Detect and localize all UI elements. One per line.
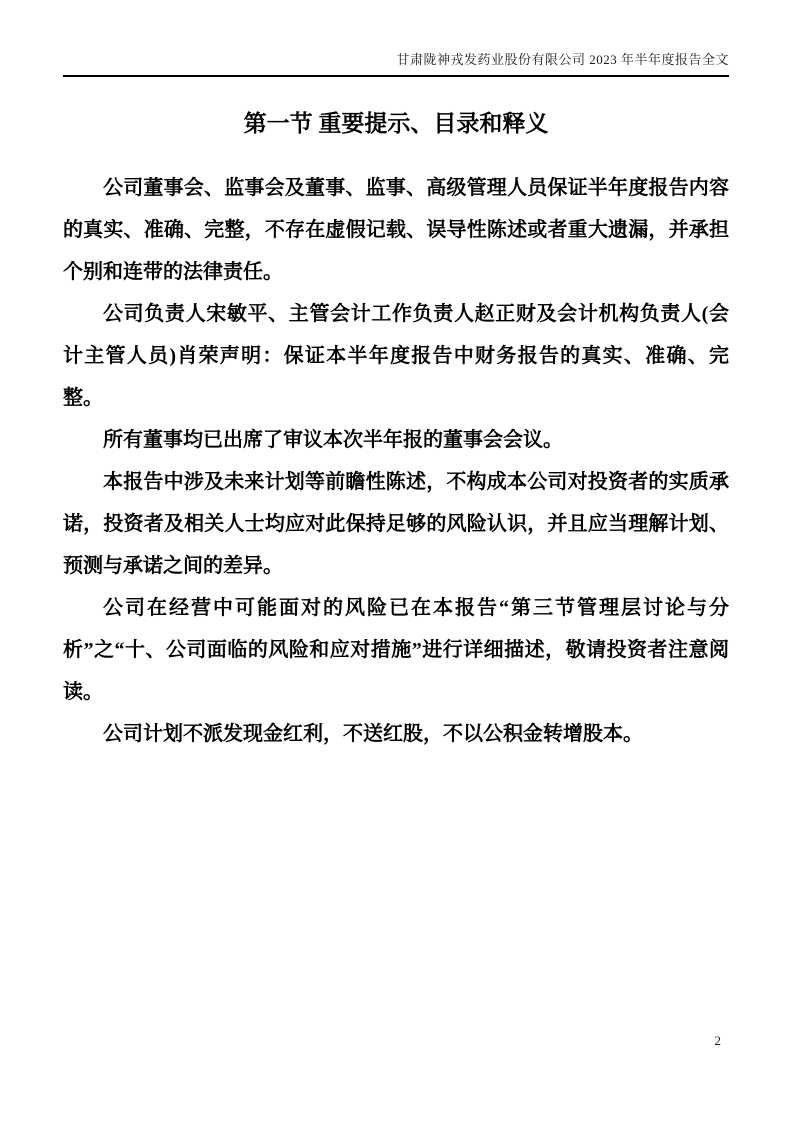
running-header: [63, 52, 729, 77]
paragraph-dividend-plan: 公司计划不派发现金红利，不送红股，不以公积金转增股本。: [103, 723, 643, 745]
running-header-text: 甘肃陇神戎发药业股份有限公司 2023 年半年度报告全文: [396, 52, 729, 67]
section-title: 第一节 重要提示、目录和释义: [243, 111, 549, 136]
section-content: [63, 167, 729, 755]
paragraph-forward-looking-statements: 本报告中涉及未来计划等前瞻性陈述，不构成本公司对投资者的实质承诺，投资者及相关人士均应对此保持足够的风险认识，并且应当理解计划、预测与承诺之间的差异。: [63, 471, 729, 577]
paragraph-responsible-persons: 公司负责人宋敏平、主管会计工作负责人赵正财及会计机构负责人(会计主管人员)肖荣声明：保证本半年度报告中财务报告的真实、准确、完整。: [63, 303, 729, 409]
paragraph-board-guarantee: 公司董事会、监事会及董事、监事、高级管理人员保证半年度报告内容的真实、准确、完整，不存在虚假记载、误导性陈述或者重大遗漏，并承担个别和连带的法律责任。: [63, 177, 729, 283]
paragraph-directors-attendance: 所有董事均已出席了审议本次半年报的董事会会议。: [103, 429, 563, 451]
page-number: 2: [714, 1033, 721, 1048]
paragraph-risk-description: 公司在经营中可能面对的风险已在本报告“第三节管理层讨论与分析”之“十、公司面临的风险和应对措施”进行详细描述，敬请投资者注意阅读。: [63, 597, 729, 703]
